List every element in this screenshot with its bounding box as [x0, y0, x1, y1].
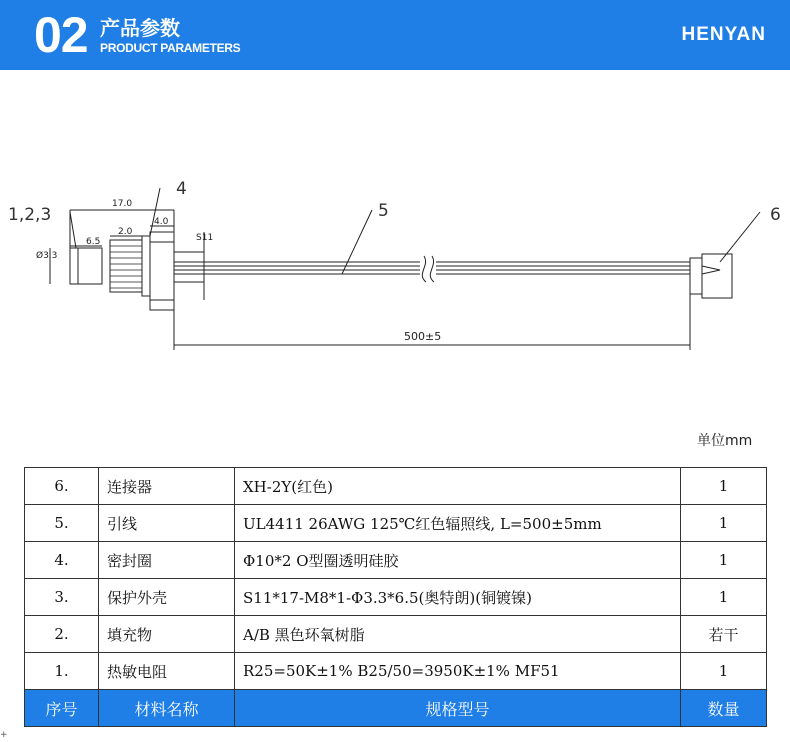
cell-spec: S11*17-M8*1-Φ3.3*6.5(奥特朗)(铜镀镍): [235, 579, 681, 616]
cell-spec: R25=50K±1% B25/50=3950K±1% MF51: [235, 653, 681, 690]
connector: [690, 258, 702, 294]
header-idx: 序号: [25, 690, 99, 727]
dim-500: 500±5: [404, 330, 442, 343]
cell-name: 热敏电阻: [99, 653, 235, 690]
cell-qty: 1: [681, 542, 767, 579]
table-row: [25, 616, 767, 653]
callout-1-2-3: 1,2,3: [8, 205, 52, 225]
section-title-cn: 产品参数: [100, 16, 180, 40]
callout-4: 4: [176, 179, 187, 199]
cell-spec: XH-2Y(红色): [235, 468, 681, 505]
seal-ring: [142, 236, 150, 296]
table-row: [25, 579, 767, 616]
cell-spec: UL4411 26AWG 125℃红色辐照线, L=500±5mm: [235, 505, 681, 542]
cell-name: 保护外壳: [99, 579, 235, 616]
brand-logo: HENYAN: [681, 24, 766, 45]
cell-spec: A/B 黑色环氧树脂: [235, 616, 681, 653]
header-spec: 规格型号: [235, 690, 681, 727]
cell-idx: 5.: [25, 505, 99, 542]
cell-qty: 若干: [681, 616, 767, 653]
table-row: [25, 505, 767, 542]
cell-idx: 4.: [25, 542, 99, 579]
dim-17: 17.0: [112, 199, 133, 209]
dim-4-0: 4.0: [154, 217, 169, 227]
break-mark: [422, 256, 434, 282]
cell-qty: 1: [681, 505, 767, 542]
dim-phi-3-3: Ø3.3: [36, 251, 58, 261]
dim-2-0: 2.0: [118, 227, 133, 237]
technical-drawing: [0, 170, 790, 370]
cell-qty: 1: [681, 579, 767, 616]
table-row: [25, 468, 767, 505]
threaded-section: [110, 240, 142, 292]
section-number: 02: [34, 7, 88, 63]
cell-name: 引线: [99, 505, 235, 542]
cell-idx: 1.: [25, 653, 99, 690]
cell-spec: Φ10*2 O型圈透明硅胶: [235, 542, 681, 579]
cell-qty: 1: [681, 468, 767, 505]
table-header-row: [25, 690, 767, 727]
cell-name: 连接器: [99, 468, 235, 505]
table-row: [25, 653, 767, 690]
header-qty: 数量: [681, 690, 767, 727]
corner-mark: +: [0, 730, 8, 740]
cell-name: 密封圈: [99, 542, 235, 579]
parts-table: [24, 467, 767, 727]
header-name: 材料名称: [99, 690, 235, 727]
table-row: [25, 542, 767, 579]
hex-body: [150, 232, 174, 310]
cell-idx: 2.: [25, 616, 99, 653]
unit-label: 单位mm: [697, 433, 753, 449]
dim-6-5: 6.5: [86, 237, 101, 247]
header-banner: [0, 0, 790, 70]
cell-name: 填充物: [99, 616, 235, 653]
callout-5: 5: [378, 201, 389, 221]
callout-6: 6: [770, 205, 781, 225]
section-title-en: PRODUCT PARAMETERS: [100, 41, 241, 55]
sensor-tip: [70, 248, 102, 284]
cell-idx: 3.: [25, 579, 99, 616]
cell-idx: 6.: [25, 468, 99, 505]
dim-s11: S11: [196, 233, 214, 243]
cell-qty: 1: [681, 653, 767, 690]
